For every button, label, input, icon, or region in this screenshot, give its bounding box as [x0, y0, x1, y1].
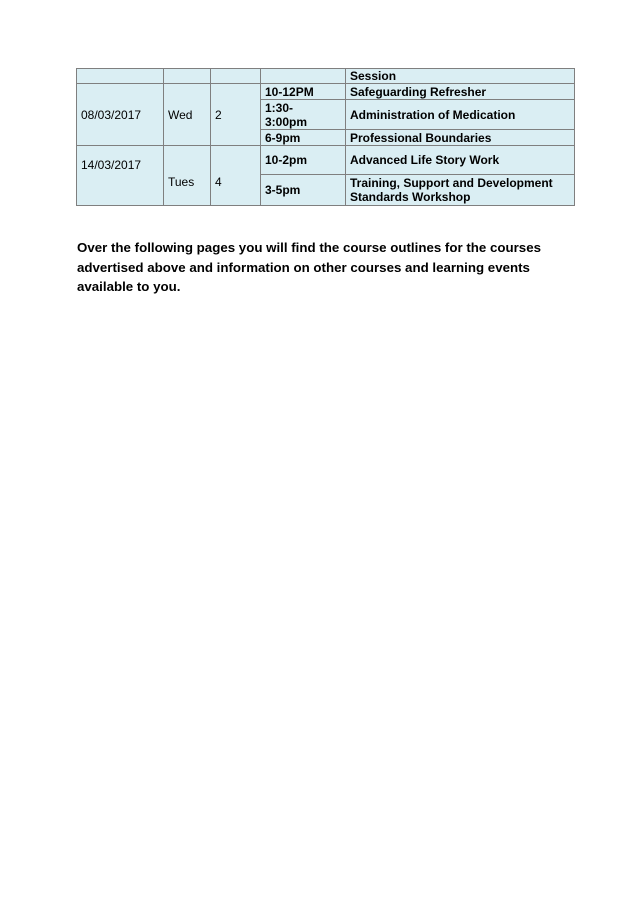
time-cell: 3-5pm — [261, 175, 346, 206]
day-cell: Wed — [164, 84, 211, 146]
date-cell: 08/03/2017 — [77, 84, 164, 146]
day-cell: Tues — [164, 146, 211, 206]
session-title-cell: Training, Support and Development Standards Workshop — [346, 175, 575, 206]
header-cell — [261, 69, 346, 84]
intro-paragraph: Over the following pages you will find the course outlines for the courses advertised above and information on other courses and learning events available to you. — [77, 240, 541, 294]
table-header-row — [77, 69, 575, 84]
table-row — [77, 146, 575, 175]
course-schedule-table — [76, 68, 575, 206]
session-title-cell: Administration of Medication — [346, 100, 575, 130]
number-cell: 2 — [211, 84, 261, 146]
session-title-cell: Professional Boundaries — [346, 130, 575, 146]
header-cell — [211, 69, 261, 84]
date-cell: 14/03/2017 — [77, 146, 164, 206]
time-cell: 1:30- 3:00pm — [261, 100, 346, 130]
header-cell — [77, 69, 164, 84]
header-cell — [164, 69, 211, 84]
time-cell: 6-9pm — [261, 130, 346, 146]
header-cell-session: Session — [346, 69, 575, 84]
table-row — [77, 84, 575, 100]
session-title-cell: Advanced Life Story Work — [346, 146, 575, 175]
number-cell: 4 — [211, 146, 261, 206]
time-cell: 10-2pm — [261, 146, 346, 175]
time-cell: 10-12PM — [261, 84, 346, 100]
session-title-cell: Safeguarding Refresher — [346, 84, 575, 100]
